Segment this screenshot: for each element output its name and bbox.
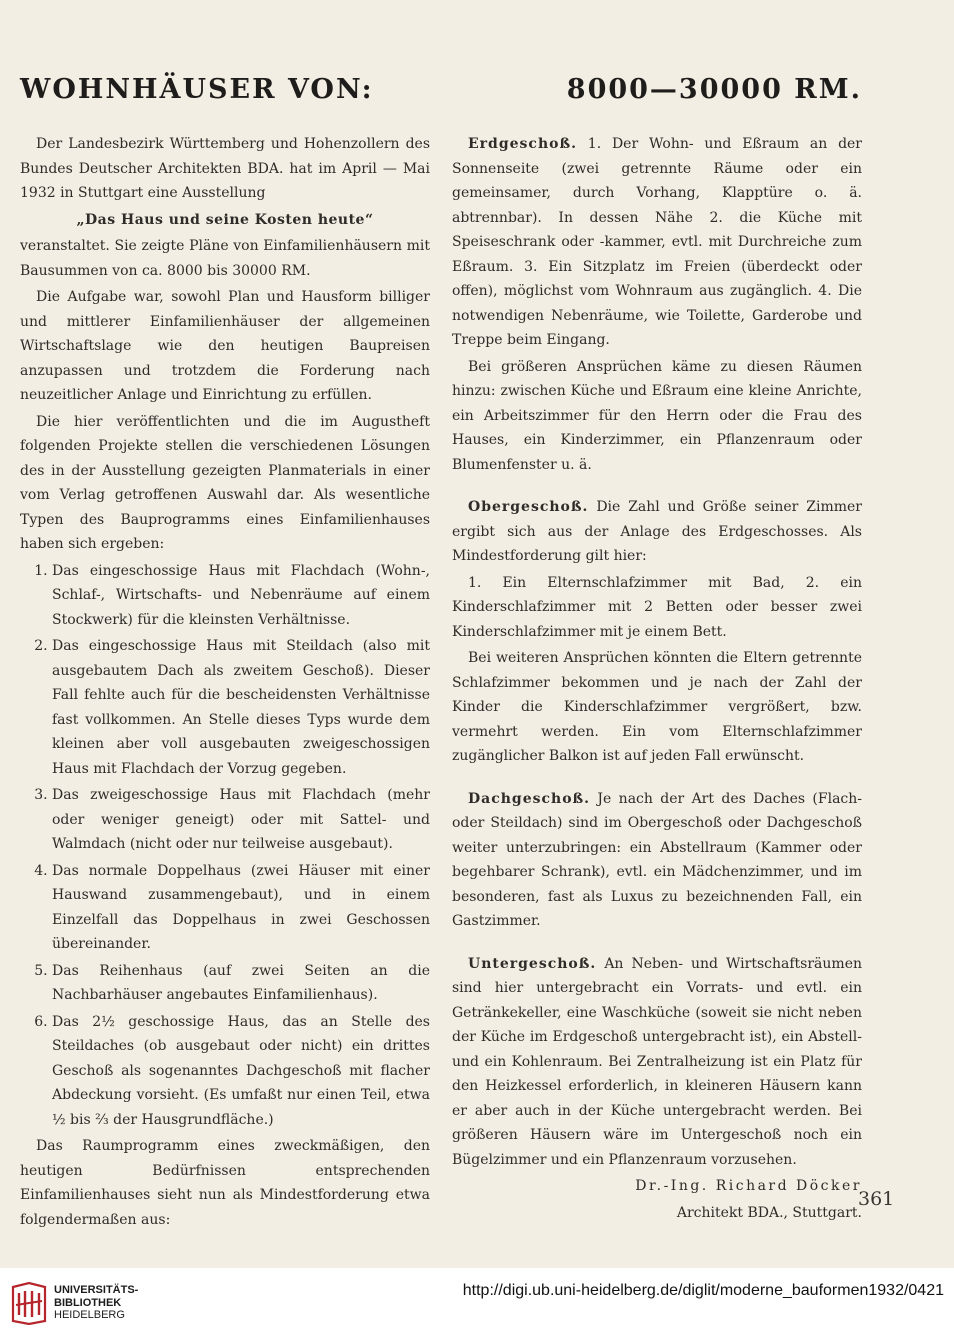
obergeschoss-extra-paragraph: Bei weiteren Ansprüchen könnten die Eltern getrennte Schlafzimmer bekommen und je nach der Zahl der Kinder die Kinderschlafzimmer vergrößert, bzw. vermehrt werden. Ein vom Elternschlafzimmer zugänglicher Balkon ist auf jeden Fall erwünscht. (452, 650, 862, 764)
library-name-line: UNIVERSITÄTS- (54, 1284, 139, 1296)
library-footer (0, 1268, 954, 1337)
list-item: 6. Das 2½ geschossige Haus, das an Stelle des Steildaches (ob ausgebaut oder nicht) ein drittes Geschoß als sogenanntes Dachgeschoß mit flacher Abdeckung vorsieht. (Es umfaßt nur einen Teil, etwa ½ bis ⅔ der Hausgrundfläche.) (52, 1010, 430, 1133)
obergeschoss-minimum-paragraph: 1. Ein Elternschlafzimmer mit Bad, 2. ein Kinderschlafzimmer mit 2 Betten oder besser zwei Kinderschlafzimmer mit je einem Bett. (452, 574, 862, 640)
section-title-untergeschoss: Untergeschoß. (468, 955, 597, 972)
author-title: Architekt BDA., Stuttgart. (676, 1204, 862, 1221)
obergeschoss-section (452, 495, 862, 569)
list-item: 2. Das eingeschossige Haus mit Steildach (also mit ausgebautem Dach als zweitem Geschoß). Dieser Fall fehlte auch für die bescheidensten Verhältnisse fast vollkommen. An Stelle dieses Typs wurde dem kleinen aber voll ausgebauten zweigeschossigen Haus mit Flachdach der Vorzug gegeben. (52, 634, 430, 781)
library-name (54, 1284, 138, 1322)
exhibition-title: „Das Haus und seine Kosten heute“ (76, 211, 374, 228)
university-library-logo-icon (10, 1281, 48, 1325)
section-title-erdgeschoss: Erdgeschoß. (468, 136, 577, 152)
dachgeschoss-text: Je nach der Art des Daches (Flach- oder Steildach) sind im Obergeschoß oder Dachgeschoß weiter unterzubringen: ein Abstellraum (Kammer oder begehbarer Schrank), evtl. ein Mädchenzimmer, und im besonderen, fast als Luxus zu bezeichnenden Fall, ein Gastzimmer. (452, 790, 863, 929)
untergeschoss-section (452, 952, 862, 1173)
erdgeschoss-extra-paragraph: Bei größeren Ansprüchen käme zu diesen Räumen hinzu: zwischen Küche und Eßraum eine kleine Anrichte, ein Arbeitszimmer für den Herrn oder die Frau des Hauses, ein Kinderzimmer, ein Pflanzenraum oder Blumenfenster u. ä. (452, 358, 862, 473)
list-item: 5. Das Reihenhaus (auf zwei Seiten an die Nachbarhäuser angebautes Einfamilienhaus). (52, 959, 430, 1008)
dachgeschoss-section (452, 787, 862, 934)
page-heading-left: WOHNHÄUSER VON: (20, 74, 374, 105)
left-text-column (20, 132, 430, 1234)
list-item: 4. Das normale Doppelhaus (zwei Häuser mit einer Hauswand zusammengebaut), und in einem Einzelfall das Doppelhaus in zwei Geschossen übereinander. (52, 859, 430, 957)
author-name: Dr.-Ing. Richard Döcker (635, 1178, 862, 1194)
room-program-paragraph: Das Raumprogramm eines zweckmäßigen, den heutigen Bedürfnissen entsprechenden Einfamilienhauses sieht nun als Mindestforderung etwa folgendermaßen aus: (20, 1138, 430, 1228)
erdgeschoss-section (452, 132, 862, 353)
page-heading-right: 8000—30000 RM. (566, 74, 862, 105)
list-item: 1. Das eingeschossige Haus mit Flachdach (Wohn-, Schlaf-, Wirtschafts- und Nebenräume auf einem Stockwerk) für die kleinsten Verhältnisse. (52, 559, 430, 633)
untergeschoss-text: An Neben- und Wirtschaftsräumen sind hier untergebracht ein Vorrats- und evtl. ein Getränkekeller, eine Waschküche (soweit sie nicht neben der Küche im Erdgeschoß untergebracht ist), ein Abstell- und ein Kohlenraum. Bei Zentralheizung ist ein Platz für den Heizkessel erforderlich, in kleineren Häusern kann er aber auch in der Küche untergebracht werden. Bei größeren Häusern wäre im Untergeschoß noch ein Bügelzimmer und ein Pflanzenraum vorzusehen. (452, 955, 862, 1168)
list-item: 3. Das zweigeschossige Haus mit Flachdach (mehr oder weniger geneigt) oder mit Sattel- und Walmdach (nicht oder nur teilweise ausgebaut). (52, 783, 430, 857)
section-title-dachgeschoss: Dachgeschoß. (468, 790, 591, 807)
obergeschoss-text: Die Zahl und Größe seiner Zimmer ergibt sich aus der Anlage des Erdgeschosses. Als Mindestforderung gilt hier: (452, 499, 862, 564)
erdgeschoss-text: 1. Der Wohn- und Eßraum an der Sonnenseite (zwei getrennte Räume oder ein gemeinsamer, durch Vorhang, Klapptüre o. ä. abtrennbar). In dessen Nähe 2. die Küche mit Speiseschrank oder -kammer, evtl. mit Durchreiche zum Eßraum. 3. Ein Sitzplatz im Freien (überdeckt oder offen), möglichst vom Wohnraum aus zugänglich. 4. Die notwendigen Nebenräume, wie Toilette, Garderobe und Treppe beim Eingang. (452, 136, 863, 348)
library-name-line: BIBLIOTHEK (54, 1296, 122, 1309)
source-url-link[interactable]: http://digi.ub.uni-heidelberg.de/diglit/moderne_bauformen1932/0421 (462, 1282, 944, 1299)
intro-paragraph: Der Landesbezirk Württemberg und Hohenzollern des Bundes Deutscher Architekten BDA. hat im April — Mai 1932 in Stuttgart eine Ausstellung (20, 136, 430, 201)
house-types-list (20, 559, 430, 1133)
library-name-line: HEIDELBERG (54, 1309, 125, 1321)
page-number: 361 (858, 1188, 895, 1210)
projects-paragraph: Die hier veröffentlichten und die im Augustheft folgenden Projekte stellen die verschiedenen Lösungen des in der Ausstellung gezeigten Planmaterials in einer vom Verlag getroffenen Auswahl dar. Als wesentliche Typen des Bauprogramms eines Einfamilienhauses haben sich ergeben: (20, 413, 430, 552)
section-title-obergeschoss: Obergeschoß. (468, 499, 589, 515)
task-paragraph: Die Aufgabe war, sowohl Plan und Hausform billiger und mittlerer Einfamilienhäuser der allgemeinen Wirtschaftslage wie den heutigen Baupreisen anzupassen und trotzdem die Forderung nach neuzeitlicher Anlage und Einrichtung zu erfüllen. (20, 289, 430, 403)
intro-paragraph-end: veranstaltet. Sie zeigte Pläne von Einfamilienhäusern mit Bausummen von ca. 8000 bis 30000 RM. (20, 238, 430, 279)
right-text-column (452, 132, 862, 1227)
